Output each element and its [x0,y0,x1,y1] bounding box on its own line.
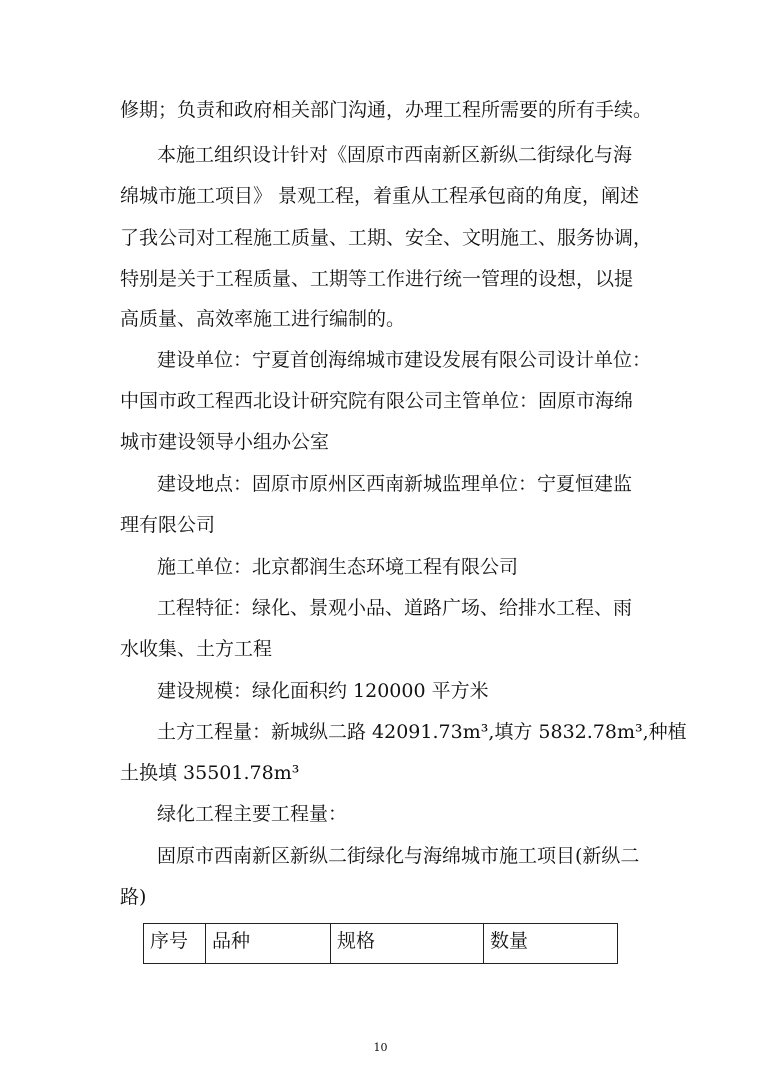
text-line: 城市建设领导小组办公室 [120,431,330,453]
text-line: 高质量、高效率施工进行编制的。 [120,308,406,330]
text-line: 建设地点：固原市原州区西南新城监理单位：宁夏恒建监 [157,473,633,495]
text-line: 土方工程量：新城纵二路 42091.73m³,填方 5832.78m³,种植 [157,721,687,743]
page-number: 10 [373,1041,388,1054]
table-header-cell: 序号 [144,924,206,963]
text-line: 理有限公司 [120,514,216,536]
text-line: 路) [120,886,147,908]
table-header-cell: 数量 [490,930,529,952]
text-line: 中国市政工程西北设计研究院有限公司主管单位：固原市海绵 [120,390,634,412]
text-line: 修期；负责和政府相关部门沟通，办理工程所需要的所有手续。 [120,99,653,121]
quantity-table [143,923,618,964]
text-line: 施工单位：北京都润生态环境工程有限公司 [157,556,519,578]
text-line: 本施工组织设计针对《固原市西南新区新纵二街绿化与海 [157,144,633,166]
text-line: 了我公司对工程施工质量、工期、安全、文明施工、服务协调， [120,227,653,249]
text-line: 特别是关于工程质量、工期等工作进行统一管理的设想，以提 [120,268,634,290]
table-header-cell: 规格 [331,924,484,963]
text-line: 工程特征：绿化、景观小品、道路广场、给排水工程、雨 [157,597,633,619]
text-line: 土换填 35501.78m³ [120,762,300,784]
text-line: 绵城市施工项目》 景观工程，着重从工程承包商的角度，阐述 [120,185,640,207]
text-line: 水收集、土方工程 [120,638,273,660]
text-line: 绿化工程主要工程量： [157,803,348,825]
table-header-cell: 品种 [206,924,331,963]
text-line: 建设单位：宁夏首创海绵城市建设发展有限公司设计单位： [157,349,652,371]
text-line: 建设规模：绿化面积约 120000 平方米 [157,680,489,702]
text-line: 固原市西南新区新纵二街绿化与海绵城市施工项目(新纵二 [157,845,640,867]
